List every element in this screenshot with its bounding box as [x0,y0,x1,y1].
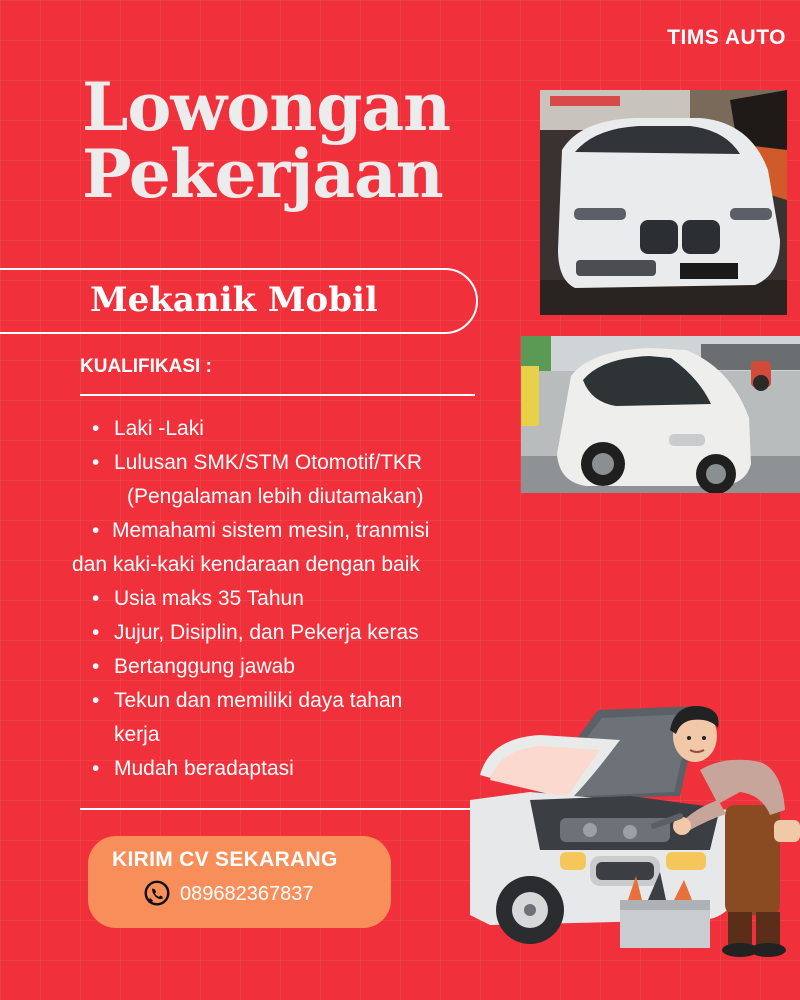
divider-top [80,394,475,396]
list-item: • Tekun dan memiliki daya tahan [0,684,520,718]
brand-name: TIMS AUTO [667,26,786,49]
position-banner [0,268,478,334]
phone-contact[interactable] [142,879,313,909]
qualifications-list [0,412,520,786]
list-item: • Usia maks 35 Tahun [0,582,520,616]
list-item: • Mudah beradaptasi [0,752,520,786]
mechanic-illustration [470,700,800,960]
list-item: • Laki -Laki [0,412,520,446]
send-cv-button[interactable] [88,836,391,928]
headline-line-2: Pekerjaan [82,135,443,214]
send-cv-label: KIRIM CV SEKARANG [112,848,338,871]
divider-bottom [80,808,475,810]
headline [82,68,451,214]
list-item: • Jujur, Disiplin, dan Pekerja keras [0,616,520,650]
qualifications-title: KUALIFIKASI : [80,356,212,377]
car-photo-suv [540,90,787,315]
list-item-continuation: kerja [114,723,160,746]
whatsapp-icon [142,879,172,909]
list-item: • Memahami sistem mesin, tranmisi [0,514,520,548]
headline-line-1: Lowongan [82,68,451,146]
list-item-continuation: dan kaki-kaki kendaraan dengan baik [72,553,420,576]
list-item: • Bertanggung jawab [0,650,520,684]
phone-number: 089682367837 [180,882,314,905]
position-title: Mekanik Mobil [90,280,378,320]
car-photo-smart [521,336,800,493]
list-item-continuation: (Pengalaman lebih diutamakan) [127,485,424,508]
list-item: • Lulusan SMK/STM Otomotif/TKR [0,446,520,480]
